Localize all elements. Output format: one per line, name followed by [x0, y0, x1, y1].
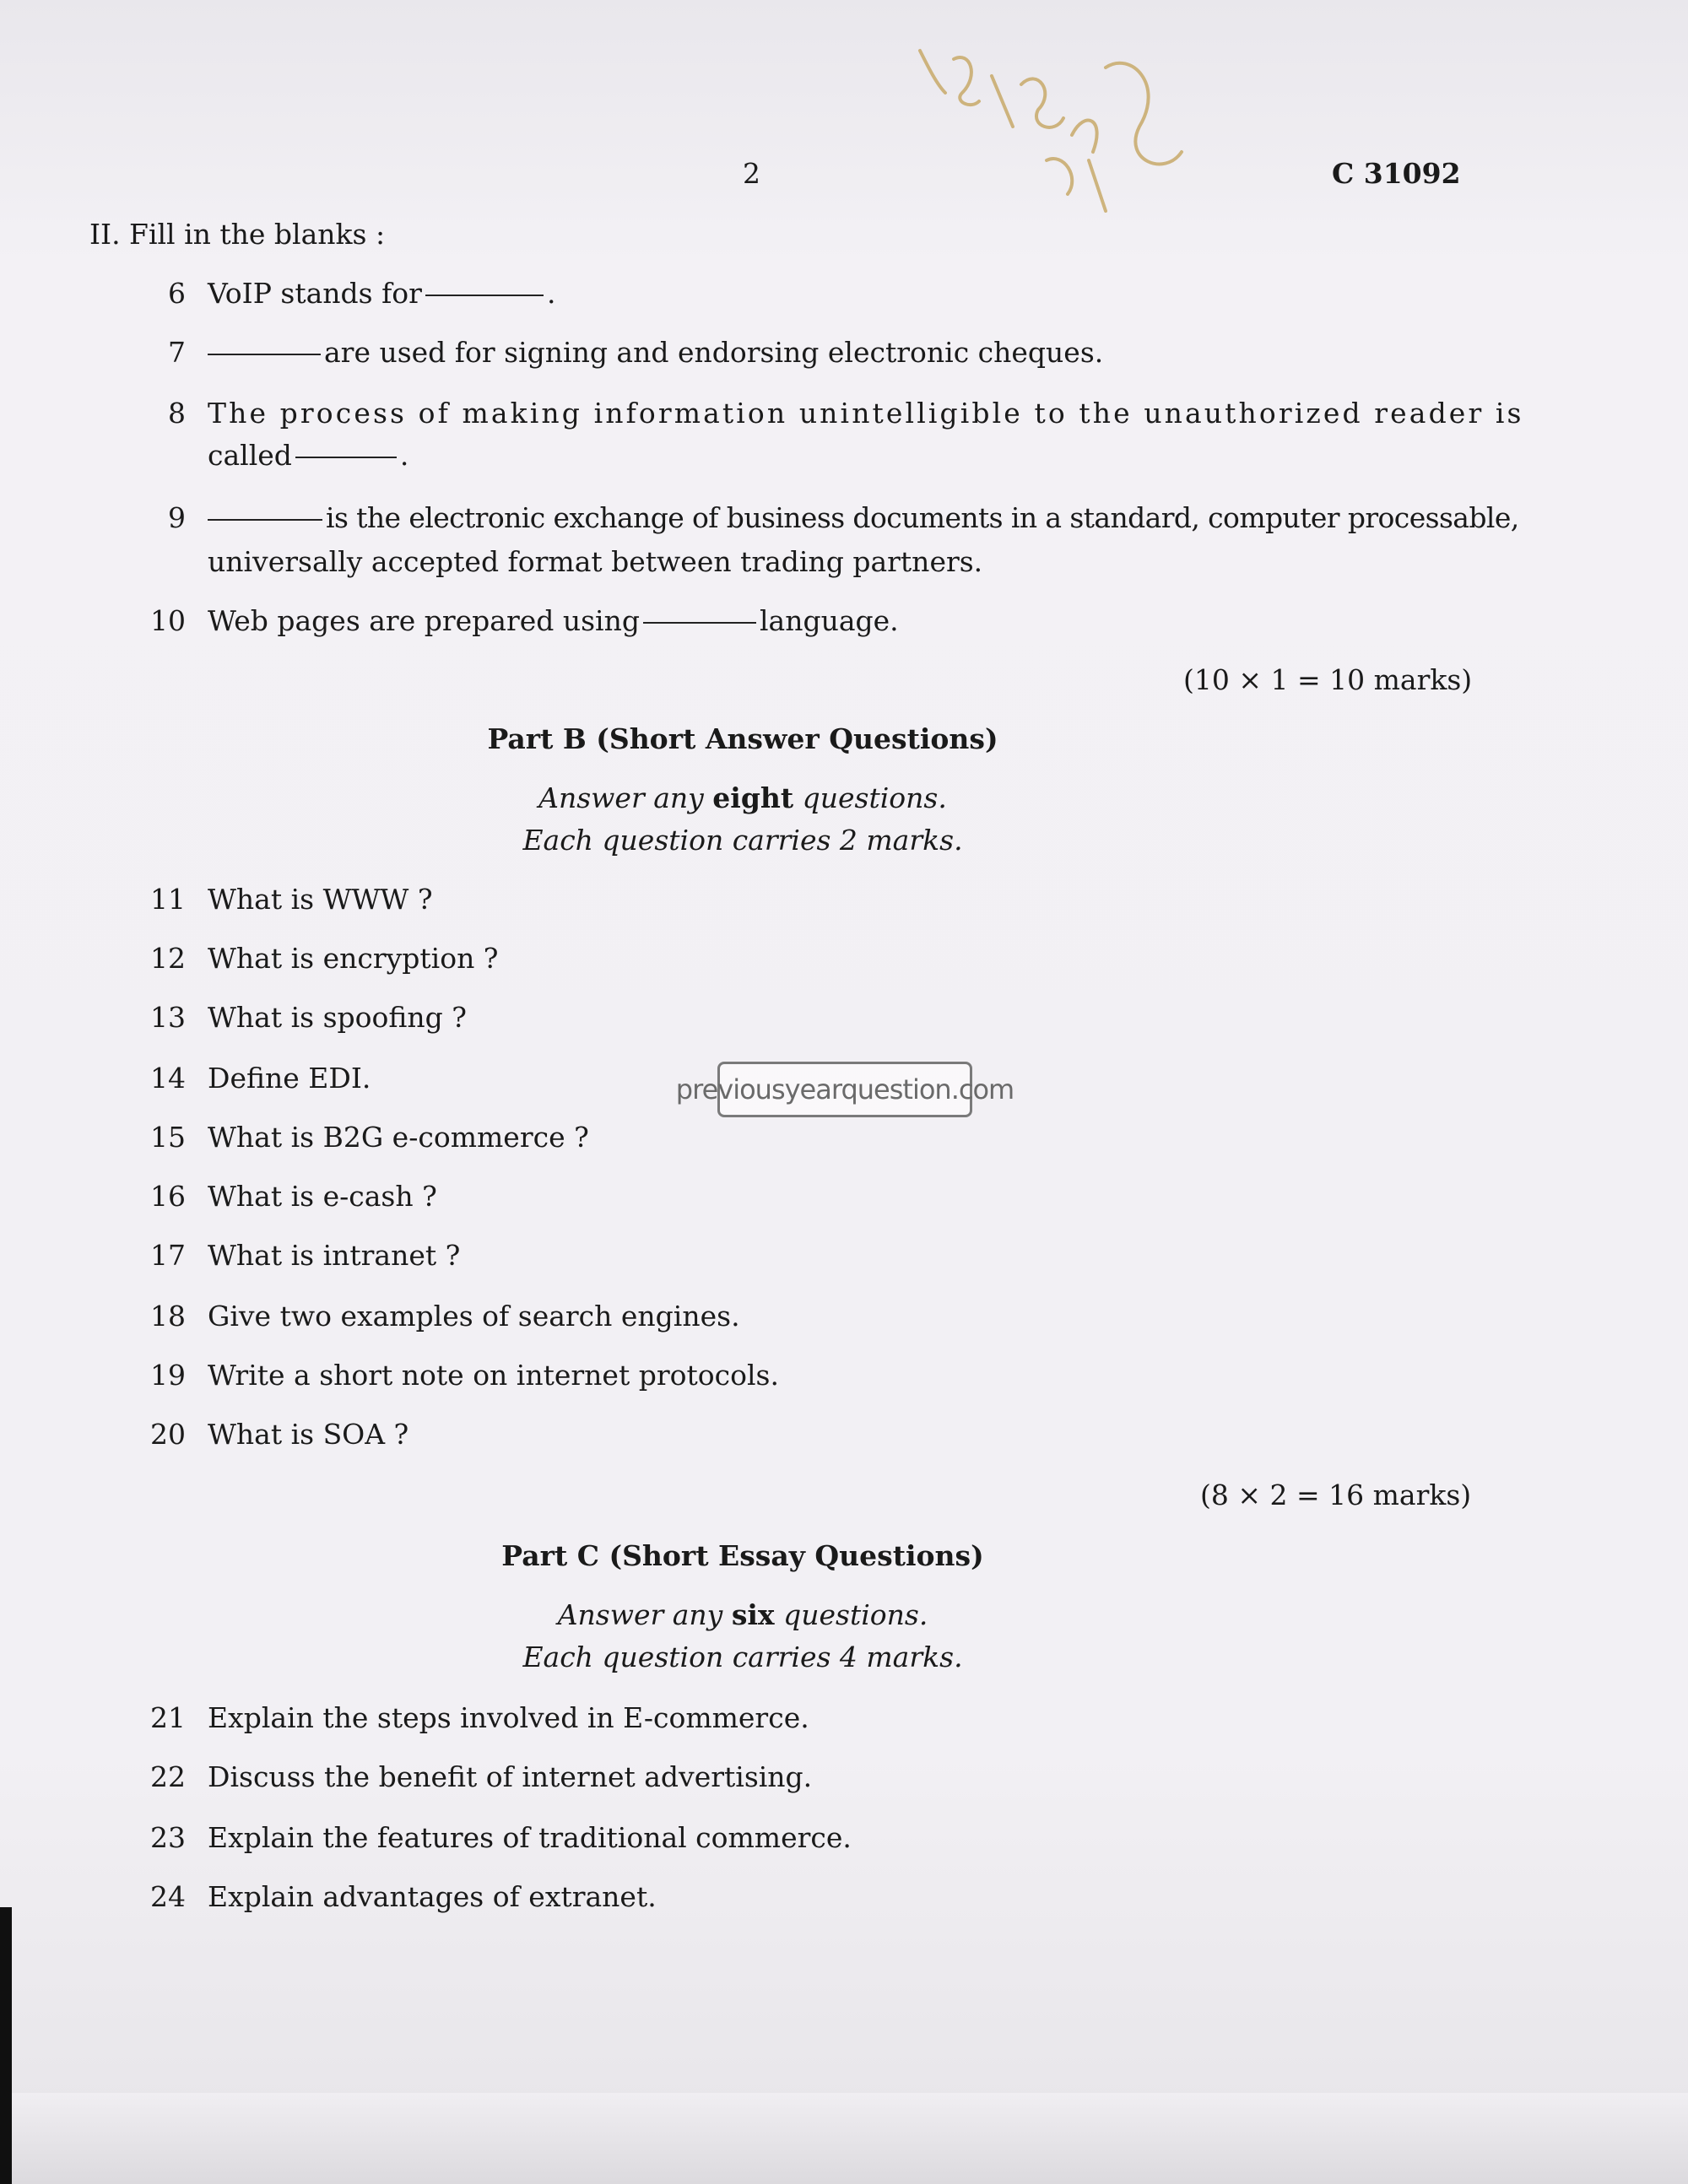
- question-text-after: .: [546, 277, 556, 310]
- instruction-text: questions.: [793, 781, 947, 814]
- question-number: 12: [150, 942, 186, 975]
- question-text: The process of making information unintelligible to the unauthorized reader is: [208, 397, 1524, 430]
- question-number: 7: [168, 336, 186, 369]
- instruction-text: questions.: [774, 1598, 928, 1631]
- question-text-before: VoIP stands for: [208, 277, 422, 310]
- instruction-text: Answer any: [557, 1598, 732, 1631]
- question-text: [208, 336, 1103, 369]
- part-c-title: Part C (Short Essay Questions): [501, 1539, 984, 1572]
- question-text: Explain the features of traditional commerce.: [208, 1821, 852, 1854]
- question-text: What is B2G e-commerce ?: [208, 1121, 589, 1154]
- question-number: 11: [150, 883, 186, 916]
- question-number: 8: [168, 397, 186, 430]
- question-text: Explain the steps involved in E-commerce.: [208, 1701, 809, 1734]
- section-marks: (10 × 1 = 10 marks): [1183, 663, 1473, 696]
- question-number: 24: [150, 1880, 186, 1913]
- part-b-title: Part B (Short Answer Questions): [487, 722, 998, 755]
- question-number: 10: [150, 604, 186, 637]
- section-marks: (8 × 2 = 16 marks): [1200, 1479, 1472, 1511]
- page-bottom-edge: [0, 2093, 1688, 2184]
- part-b-instruction: [0, 781, 1485, 814]
- scan-edge-bar: [0, 1907, 12, 2184]
- instruction-emphasis: six: [731, 1598, 775, 1631]
- watermark-logo: previousyearquestion.com: [717, 1062, 972, 1117]
- question-text: [208, 277, 555, 310]
- question-text: What is intranet ?: [208, 1239, 461, 1272]
- question-number: 21: [150, 1701, 186, 1734]
- question-text: What is WWW ?: [208, 883, 433, 916]
- page-number: 2: [743, 157, 760, 190]
- part-c-instruction: [0, 1598, 1485, 1631]
- question-text: What is SOA ?: [208, 1418, 409, 1451]
- question-text: What is e-cash ?: [208, 1180, 437, 1213]
- question-text: What is encryption ?: [208, 942, 499, 975]
- question-text-before: Web pages are prepared using: [208, 604, 640, 637]
- question-text-before: called: [208, 439, 292, 472]
- instruction-emphasis: eight: [712, 781, 794, 814]
- blank-line: [425, 295, 544, 296]
- question-text: Give two examples of search engines.: [208, 1300, 740, 1333]
- paper-code: C 31092: [1332, 157, 1461, 190]
- question-text: [208, 501, 1519, 534]
- question-number: 19: [150, 1359, 186, 1392]
- question-number: 14: [150, 1062, 186, 1095]
- blank-line: [643, 622, 756, 624]
- question-number: 16: [150, 1180, 186, 1213]
- section-heading: II. Fill in the blanks :: [89, 218, 386, 251]
- blank-line: [295, 457, 397, 458]
- blank-line: [208, 519, 322, 521]
- blank-line: [208, 354, 321, 355]
- question-number: 18: [150, 1300, 186, 1333]
- question-text: Write a short note on internet protocols.: [208, 1359, 779, 1392]
- question-number: 6: [168, 277, 186, 310]
- question-text-after: language.: [759, 604, 899, 637]
- question-number: 22: [150, 1760, 186, 1793]
- question-text-line2: universally accepted format between trading partners.: [208, 545, 983, 578]
- part-b-instruction-2: Each question carries 2 marks.: [522, 824, 963, 857]
- question-number: 17: [150, 1239, 186, 1272]
- question-text-after: .: [399, 439, 409, 472]
- question-text-line2: [208, 439, 408, 472]
- question-text: Discuss the benefit of internet advertising.: [208, 1760, 813, 1793]
- part-c-instruction-2: Each question carries 4 marks.: [522, 1641, 963, 1673]
- question-number: 13: [150, 1001, 186, 1034]
- question-text: Define EDI.: [208, 1062, 371, 1095]
- question-text: What is spoofing ?: [208, 1001, 467, 1034]
- question-number: 9: [168, 501, 186, 534]
- question-number: 15: [150, 1121, 186, 1154]
- question-number: 20: [150, 1418, 186, 1451]
- question-text-after: is the electronic exchange of business documents in a standard, computer processable,: [326, 501, 1519, 534]
- question-text-after: are used for signing and endorsing electronic cheques.: [324, 336, 1104, 369]
- question-number: 23: [150, 1821, 186, 1854]
- instruction-text: Answer any: [538, 781, 713, 814]
- question-text: [208, 604, 899, 637]
- question-text: Explain advantages of extranet.: [208, 1880, 657, 1913]
- handwritten-signature: [912, 34, 1198, 228]
